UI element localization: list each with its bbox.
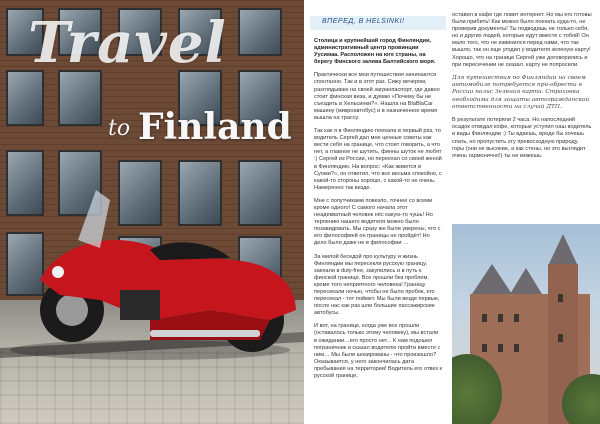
article-paragraph: Так как я в Финляндию поехала в первый раз, то водитель Сергей дал мне ценные советы как вести себя на границе, что стоит говорить, а что нет, а главное не шутить, финны шуток не любят :) Сергей из России, но переехал со своей женой в Финляндию. На вопрос: «Как живется в Суоми?», он ответил, что все весьма спокойно, с какой-то стороны хорошо, с какой-то не очень. Намеренно так везде. bbox=[314, 128, 442, 191]
title-to: to bbox=[108, 116, 131, 141]
castle-window bbox=[558, 294, 563, 302]
article-paragraph: И вот, на границе, когда уже все прошли (оставалось только этому человеку), мы встали в ожидании…его просто нет... К нам подошел пограничник и сказал водителю пройти вместе с ним… Мы были шокированы - что произошло? Оказывается, у него закончилась дата пребывания на территории! Водитель его отвез к русской границе, bbox=[314, 323, 442, 380]
tower-roof bbox=[549, 234, 577, 264]
title-travel: Travel bbox=[28, 10, 227, 76]
castle-window bbox=[514, 344, 519, 352]
castle-roof bbox=[472, 264, 512, 294]
red-motorcycle bbox=[0, 170, 304, 370]
article-paragraph: Практически все мои путешествия начинаются спонтанно. Так и в этот раз. Сижу вечером, разглядываю на своей загранпаспорт, где давно стоит финская виза, и думаю «Почему бы не съездить в Хельсинки?». Нашла на BlaBlaCar машину (микроавтобус) и в назначенное время вышла на трассу. bbox=[314, 72, 440, 121]
title-finland: Finland bbox=[138, 106, 292, 148]
article-paragraph: В результате потеряли 2 часа. Но напоследний осадок отведал кофе, которые уступил наш водитель и виды Финляндии :) Ты вдаешь, вроде бы хочешь спать, но пропустить эту превосходную природу, горы (они не высокие, а как стены, но это выглядит очень гармонично!) ты не можешь. bbox=[452, 117, 592, 159]
building-window bbox=[6, 70, 44, 126]
article-column-middle bbox=[314, 38, 442, 386]
pull-quote: Для путешествия по Финляндии на своем автомобиле потребуется при-обрести в России полис Зеленая карта. Страховка необходима для защиты автогражданской ответственности на случай ДТП. bbox=[452, 74, 590, 110]
building-window bbox=[58, 70, 102, 126]
article-paragraph: оставил в кафе где ловит интернет. Но мы его готовы были прибить! Как можно было поехать куда-то, не проверив документы! Ты подводишь не только себя, но и других людей, которые едут вместе с тобой! Он мало того, что не извинился перед нами, что так вышло, так он еще угодил у водителя зеленую карту! Хорошо, что на границе Сергей уже договорились и при пересечении не сказал. карту не попросили. bbox=[452, 12, 592, 68]
castle-roof bbox=[510, 268, 542, 294]
article-column-right bbox=[452, 12, 592, 166]
article-lead: Столица и крупнейший город Финляндии, административный центр провинции Уусимаа. Расположен на юге страны, на берегу Финского залива Балтийского моря. bbox=[314, 38, 436, 66]
castle-window bbox=[498, 344, 503, 352]
castle-window bbox=[482, 314, 487, 322]
section-header: ВПЕРЕД, В HELSINKI! bbox=[322, 18, 405, 25]
castle-window bbox=[498, 314, 503, 322]
castle-photo bbox=[452, 224, 600, 424]
castle-window bbox=[558, 334, 563, 342]
article-paragraph: Мне с попутчиками повезло, точнее со всеми кроме одного! С самого начала этот неадекватный человек нёс какую-то чушь! Но терпению нашего водителя можно было позавидовать. Мы сразу же были уверены, что с его философией он границы не пройдёт! Но дело было даже не в философии … bbox=[314, 197, 441, 247]
page-number: 67 bbox=[568, 411, 576, 418]
building-window bbox=[238, 8, 282, 56]
castle-window bbox=[482, 344, 487, 352]
article-paragraph: За милой беседой про культуру и жизнь Финляндии мы пересекли русскую границу, заехали в duty-free, закупились и в путь к финской границе. Все прошли без проблем, кроме того неприятного человека! Границу пересекали ночью, чтобы не было пробок, кто пересекал - тот поймет. Мы были везде первые, после нас как раз шли большие пассажирские автобусы. bbox=[314, 253, 440, 317]
castle-window bbox=[514, 314, 519, 322]
